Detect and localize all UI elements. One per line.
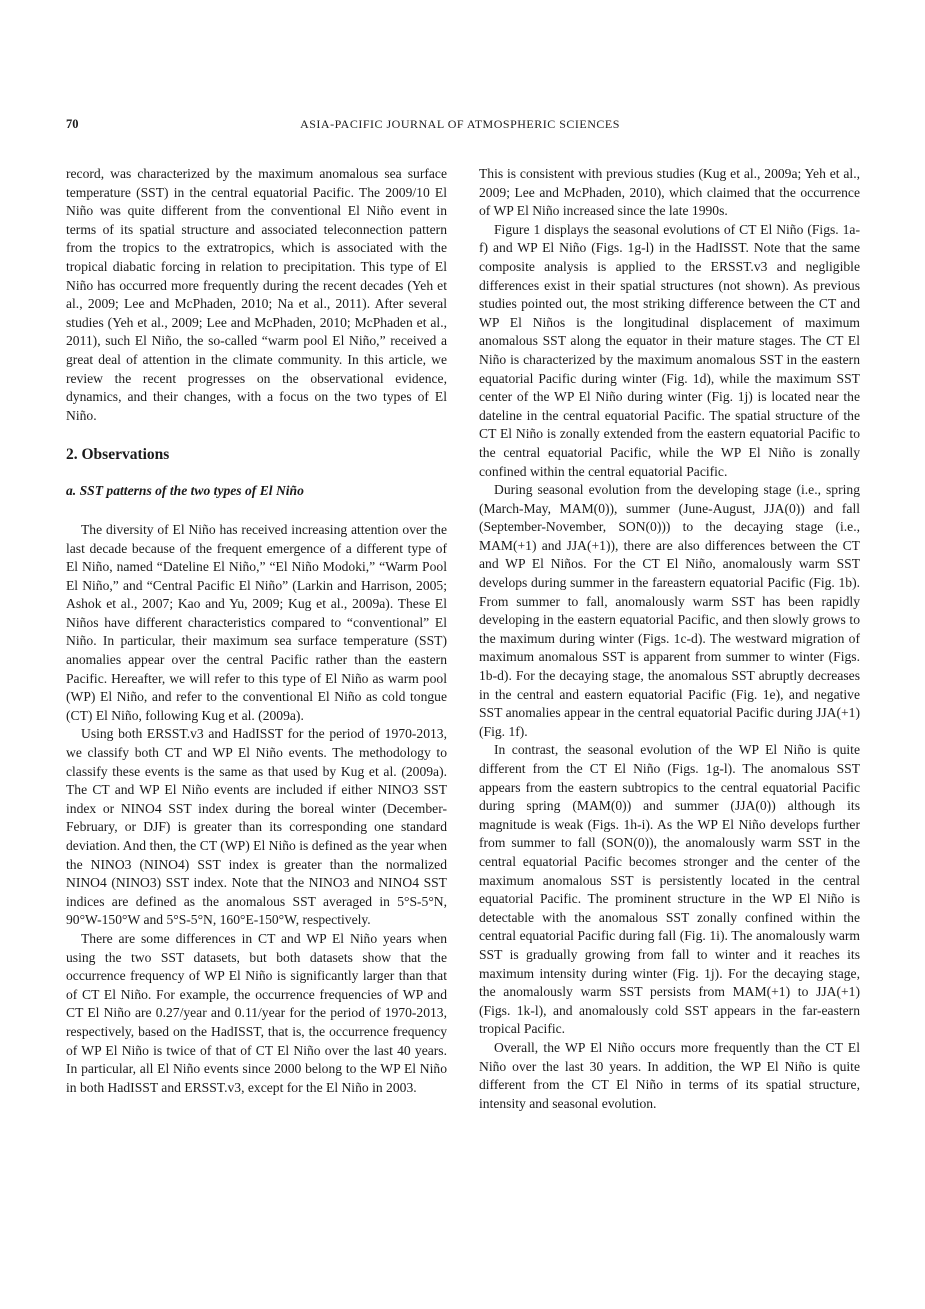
subsection-heading-sst-patterns: a. SST patterns of the two types of El Niño <box>66 483 304 499</box>
left-column <box>66 165 447 1097</box>
continuation-paragraph: This is consistent with previous studies (Kug et al., 2009a; Yeh et al., 2009; Lee and McPhaden, 2010), which claimed that the occurrence of WP El Niño increased since the late 1990s. <box>479 166 860 219</box>
body-paragraph: During seasonal evolution from the developing stage (i.e., spring (March-May, MAM(0)), summer (June-August, JJA(0)) and fall (September-November, SON(0))) to the decaying stage (i.e., MAM(+1) and JJA(+1)), there are also differences between the CT and WP El Niños. For the CT El Niño, anomalously warm SST develops during summer in the fareastern equatorial Pacific (Fig. 1b). From summer to fall, anomalously warm SST has been rapidly developing in the eastern equatorial Pacific, and then slowly grows to the maximum during winter (Figs. 1c-d). The westward migration of maximum anomalous SST is apparent from summer to winter (Figs. 1b-d). For the decaying stage, the anomalous SST abruptly decreases in the central and eastern equatorial Pacific (Fig. 1e), and negative SST anomalies appear in the central equatorial Pacific during JJA(+1) (Fig. 1f). <box>479 482 860 739</box>
journal-title: ASIA-PACIFIC JOURNAL OF ATMOSPHERIC SCIENCES <box>300 117 620 131</box>
right-column <box>479 165 860 1113</box>
body-paragraph: In contrast, the seasonal evolution of the WP El Niño is quite different from the CT El Niño (Figs. 1g-l). The anomalous SST appears from the eastern subtropics to the central equatorial Pacific during spring (MAM(0)) and summer (JJA(0)) although its magnitude is weak (Figs. 1h-i). As the WP El Niño develops further from summer to fall (SON(0)), the anomalously warm SST in the central equatorial Pacific becomes stronger and the center of the maximum anomalous SST is persistently located in the central equatorial Pacific. The prominent structure in the WP El Niño is detectable with the anomalous SST zonally confined within the central equatorial Pacific during fall (Fig. 1i). The anomalously warm SST is gradually growing from fall to winter and it reaches its maximum intensity during winter (Fig. 1j). For the decaying stage, the anomalously warm SST persists from MAM(+1) to JJA(+1) (Figs. 1k-l), and anomalously cold SST appears in the far-eastern tropical Pacific. <box>479 742 860 1037</box>
body-paragraph: Using both ERSST.v3 and HadISST for the period of 1970-2013, we classify both CT and WP El Niño events. The methodology to classify these events is the same as that used by Kug et al. (2009a). The CT and WP El Niño events are included if either NINO3 SST index or NINO4 SST index during the boreal winter (December-February, or DJF) is greater than its corresponding one standard deviation. And then, the CT (WP) El Niño is defined as the year when the NINO3 (NINO4) SST index is greater than the normalized NINO4 (NINO3) SST index. Note that the NINO3 and NINO4 SST indices are defined as the anomalous SST averaged in 5°S-5°N, 90°W-150°W and 5°S-5°N, 160°E-150°W, respectively. <box>66 726 447 928</box>
body-paragraph: Overall, the WP El Niño occurs more frequently than the CT El Niño over the last 30 years. In addition, the WP El Niño is quite different from the CT El Niño in terms of its spatial structure, intensity and seasonal evolution. <box>479 1039 860 1111</box>
intro-paragraph: record, was characterized by the maximum anomalous sea surface temperature (SST) in the central equatorial Pacific. The 2009/10 El Niño was quite different from the conventional El Niño event in terms of its spatial structure and associated teleconnection pattern from the tropics to the extratropics, which is associated with the tropical diabatic forcing in relation to precipitation. This type of El Niño has occurred more frequently during the recent decades (Yeh et al., 2009; Lee and McPhaden, 2010; Na et al., 2011). After several studies (Yeh et al., 2009; Lee and McPhaden, 2010; McPhaden et al., 2011), such El Niño, the so-called “warm pool El Niño,” received a great deal of attention in the climate community. In this article, we review the recent progresses on the observational evidence, dynamics, and their changes, with a focus on the two types of El Niño. <box>66 166 447 423</box>
body-paragraph: The diversity of El Niño has received increasing attention over the last decade because of the frequent emergence of a different type of El Niño, named “Dateline El Niño,” “El Niño Modoki,” “Warm Pool El Niño,” and “Central Pacific El Niño” (Larkin and Harrison, 2005; Ashok et al., 2007; Kao and Yu, 2009; Kug et al., 2009a). These El Niños have different characteristics compared to “conventional” El Niño. In particular, their maximum sea surface temperature (SST) anomalies appear over the central Pacific rather than the eastern Pacific. Hereafter, we will refer to this type of El Niño as warm pool (WP) El Niño, and refer to the conventional El Niño as cold tongue (CT) El Niño, following Kug et al. (2009a). <box>66 521 447 723</box>
section-heading-observations: 2. Observations <box>66 446 170 464</box>
body-paragraph: There are some differences in CT and WP El Niño years when using the two SST datasets, but both datasets show that the occurrence frequency of WP El Niño is significantly larger than that of CT El Niño. For example, the occurrence frequencies of WP and CT El Niño are 0.27/year and 0.11/year for the period of 1970-2013, respectively, based on the HadISST, that is, the occurrence frequency of WP El Niño is twice of that of CT El Niño over the last 40 years. In particular, all El Niño events since 2000 belong to the WP El Niño in both HadISST and ERSST.v3, except for the El Niño in 2003. <box>66 930 447 1095</box>
body-paragraph: Figure 1 displays the seasonal evolutions of CT El Niño (Figs. 1a-f) and WP El Niño (Figs. 1g-l) in the HadISST. Note that the same composite analysis is applied to the ERSST.v3 and negligible differences exist in their spatial structures (not shown). As previous studies pointed out, the most striking difference between the CT and WP El Niños is the longitudinal displacement of maximum anomalous SST along the equator in their mature stages. The CT El Niño is characterized by the maximum anomalous SST in the eastern equatorial Pacific during winter (Fig. 1d), while the maximum SST center of the WP El Niño during winter (Fig. 1j) is located near the dateline in the central equatorial Pacific. The spatial structure of the CT El Niño is zonally extended from the eastern equatorial Pacific to the central equatorial Pacific, while the WP El Niño is zonally confined within the central equatorial Pacific. <box>479 221 860 479</box>
page-number: 70 <box>66 117 79 131</box>
